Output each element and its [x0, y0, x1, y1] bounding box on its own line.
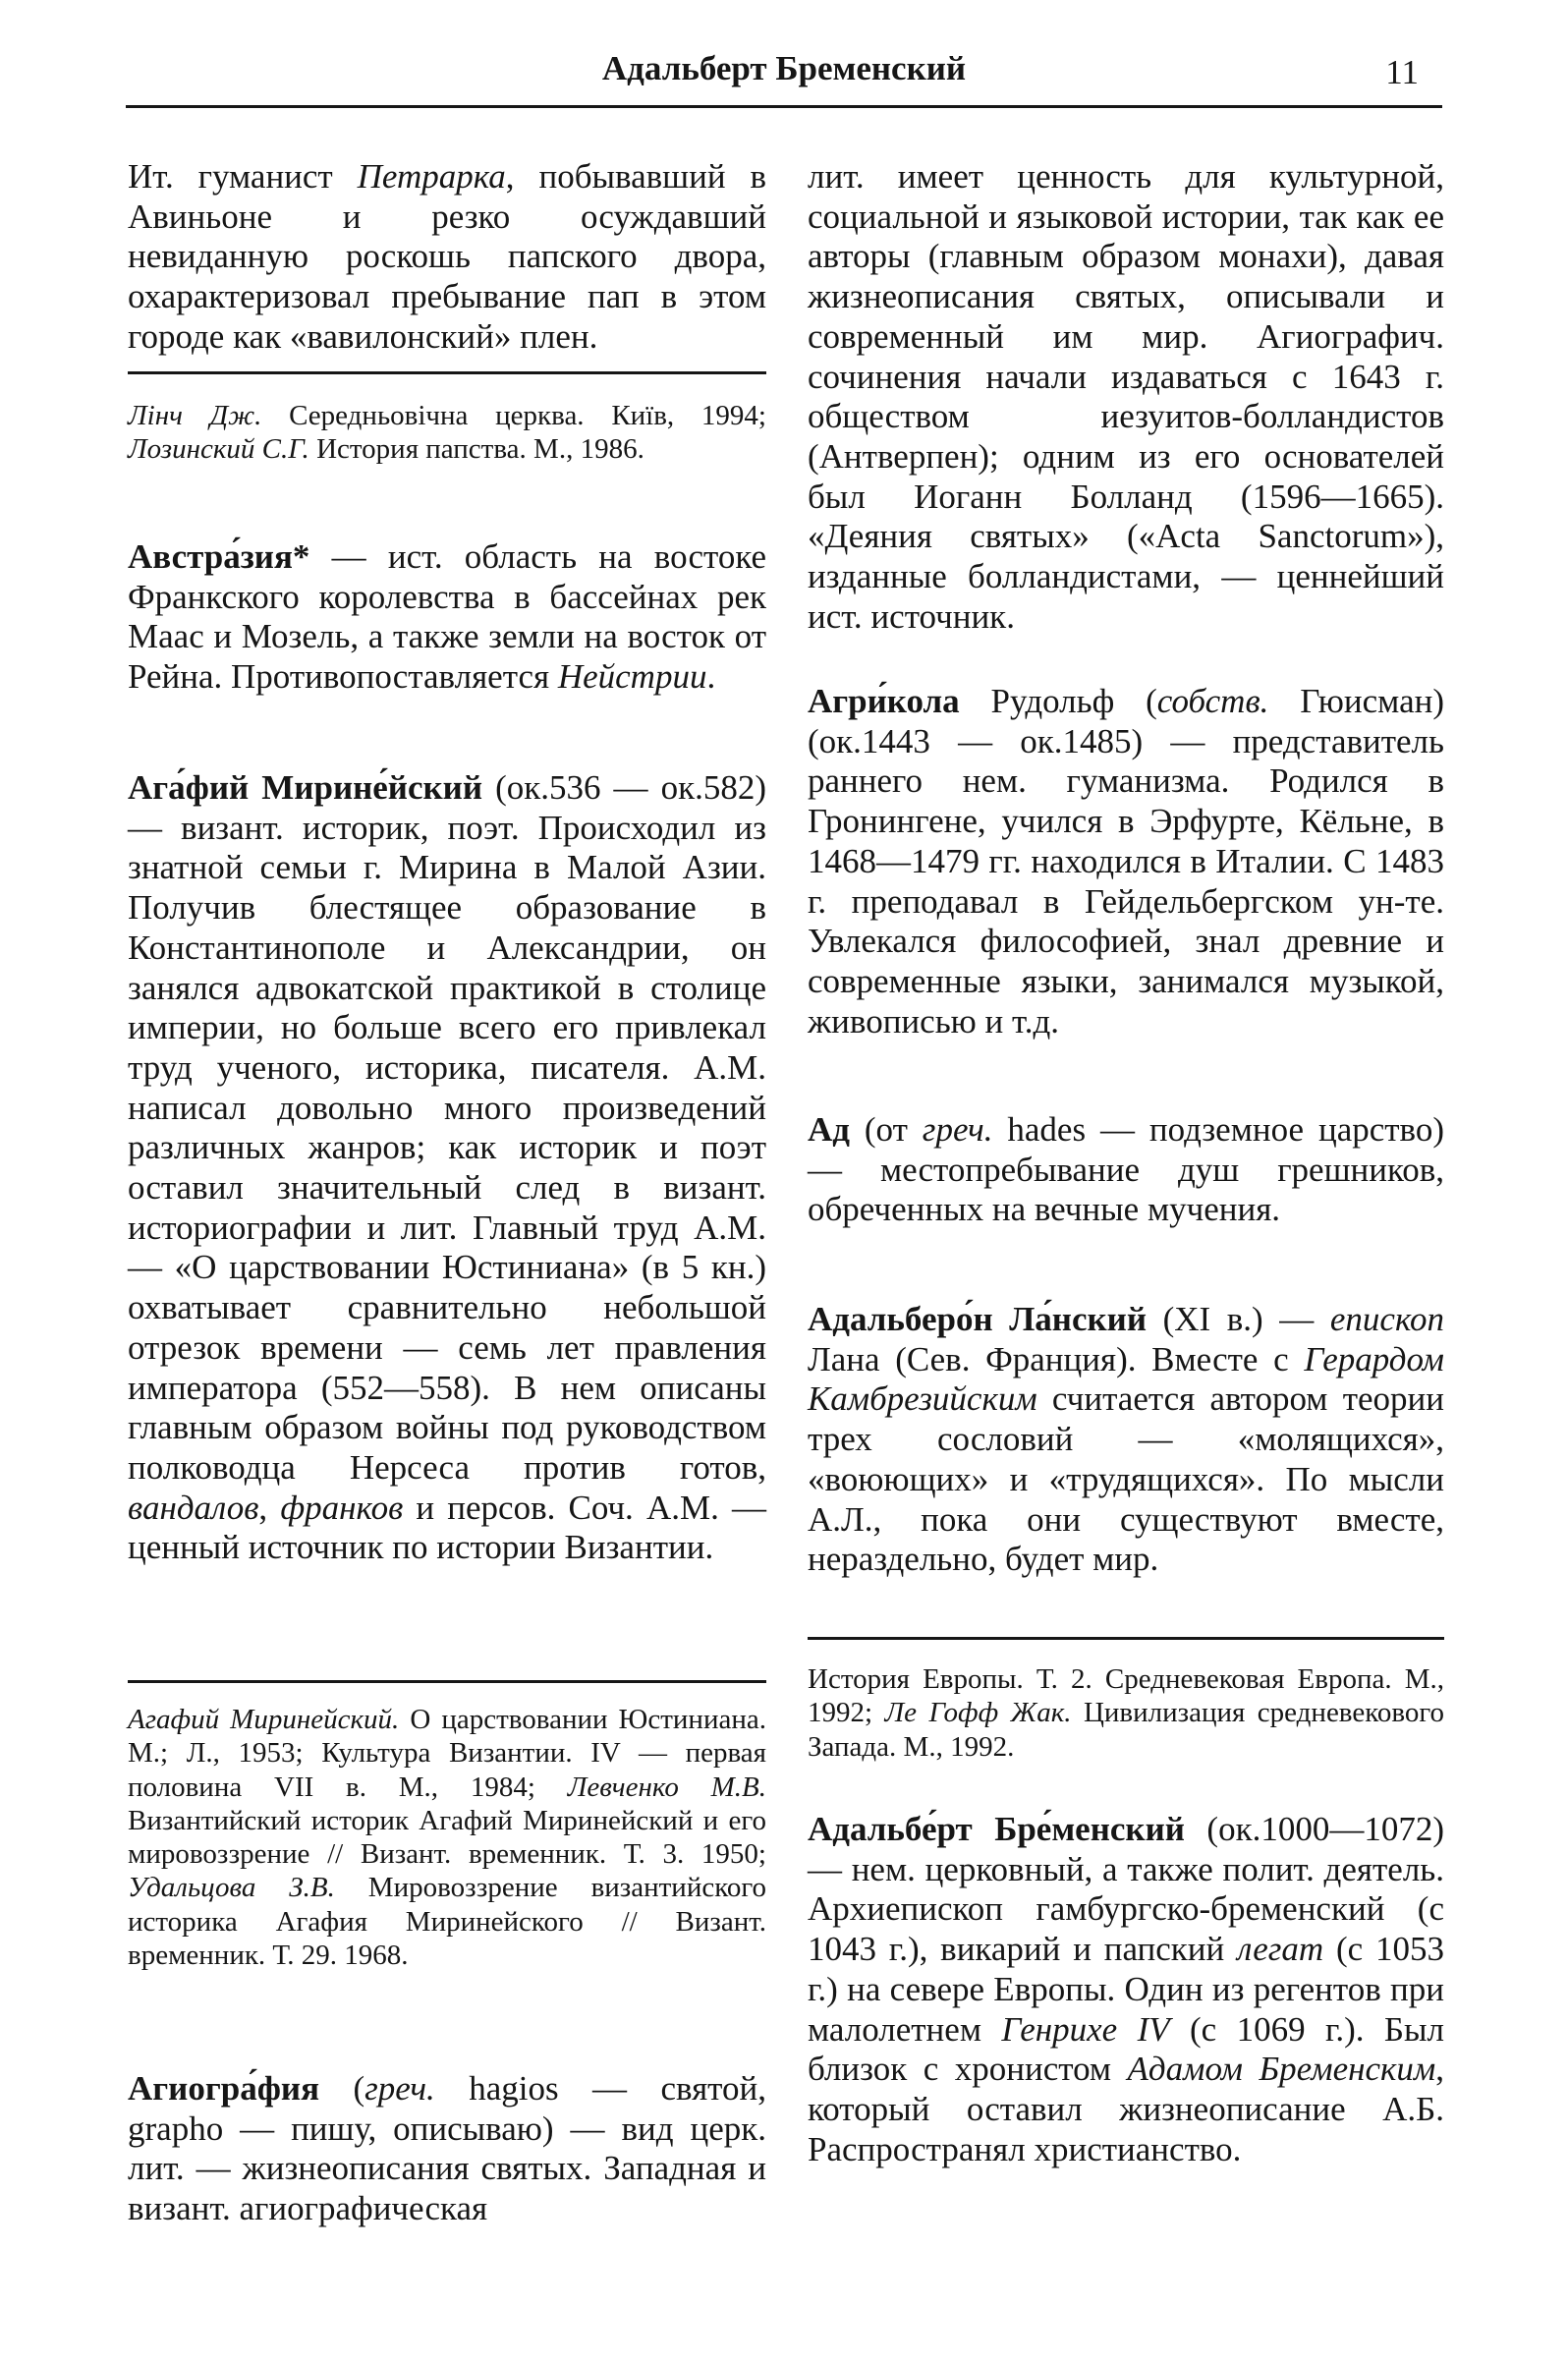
entry-agathias — [128, 768, 766, 1568]
entry-headword: Адальберо́н Ла́нский — [808, 1300, 1148, 1338]
text-segment: hagios — святой, grapho — пишу, описываю) — вид церк. лит. — жизнеописания святых. Западная и визант. агиографическая — [128, 2069, 766, 2228]
section-divider — [128, 1680, 766, 1683]
text-segment: Византийский историк Агафий Миринейский и его мировоззрение // Визант. временник. Т. 3. 1950; — [128, 1804, 766, 1871]
language-label: греч. — [364, 2069, 435, 2108]
ref-author: Лінч Дж. — [128, 400, 262, 431]
text-segment: Цивилизация средневекового Запада. М., 1992. — [808, 1697, 1444, 1763]
entry-headword: Агиогра́фия — [128, 2069, 320, 2108]
text-segment: , который оставил жизнеописание А.Б. Распространял христианство. — [808, 2050, 1444, 2168]
text-segment: (с 1053 г.) на севере Европы. Один из регентов при малолетнем — [808, 1930, 1444, 2049]
bibliography-adalberon — [808, 1662, 1444, 1764]
entry-dates: (ок.1000—1072) — [1184, 1810, 1444, 1848]
text-segment: История Европы. Т. 2. Средневековая Европа. М., 1992; — [808, 1663, 1444, 1729]
hagiography-continuation: лит. имеет ценность для культурной, социальной и языковой истории, так как ее авторы (главным образом монахи), давая жизнеописания святых, описывали и современный им мир. Агиографич. сочинения начали издаваться с 1643 г. обществом иезуитов-болландистов (Антверпен); одним из его основателей был Иоганн Болланд (1596—1665). «Деяния святых» («Acta Sanctorum»), изданные болландистами, — ценнейший ист. источник. — [808, 157, 1444, 636]
entry-hagiography — [128, 2069, 766, 2229]
ref-author: Левченко М.В. — [567, 1771, 766, 1803]
language-label: собств. — [1156, 682, 1269, 720]
cross-reference: епископ — [1329, 1300, 1444, 1338]
cross-reference: легат — [1237, 1930, 1324, 1969]
cross-reference: вандалов — [128, 1488, 259, 1527]
cross-reference: Нейстрии — [557, 657, 707, 697]
text-segment: (с 1069 г.). Был близок с хронистом — [808, 2009, 1444, 2089]
bibliography-petrarch — [128, 399, 766, 467]
petrarch-paragraph — [128, 157, 766, 358]
entry-adalbert — [808, 1810, 1444, 2169]
text-segment: (XI в.) — — [1147, 1300, 1330, 1338]
section-divider — [808, 1637, 1444, 1640]
entry-hades — [808, 1110, 1444, 1230]
text-segment: , побывавший в Авиньоне и резко осуждавший невиданную роскошь папского двора, охарактеризовал пребывание пап в этом городе как «вавилонский» плен. — [128, 157, 766, 356]
text-segment: — ист. область на востоке Франкского королевства в бассейнах рек Маас и Мозель, а также земли на восток от Рейна. Противопоставляется — [128, 537, 766, 697]
text-segment: История папства. М., 1986. — [308, 433, 644, 466]
ref-author: Агафий Миринейский. — [128, 1704, 400, 1735]
page-number: 11 — [1385, 53, 1419, 91]
text-segment: hades — подземное царство) — местопребывание душ грешников, обреченных на вечные мучения. — [808, 1110, 1444, 1229]
running-header-title: Адальберт Бременский — [601, 49, 967, 87]
cross-reference: Петрарка — [357, 157, 506, 196]
cross-reference: Адамом Бременским — [1127, 2050, 1436, 2089]
right-column — [808, 0, 1444, 2362]
entry-headword: Агри́кола — [808, 682, 960, 720]
entry-headword: Ага́фий Мирине́йский — [128, 768, 483, 807]
text-segment: Лана (Сев. Франция). Вместе с — [808, 1339, 1305, 1378]
entry-austrasia — [128, 537, 766, 698]
cross-reference: Генрихе IV — [1001, 2009, 1170, 2049]
text-segment: ( — [1114, 682, 1157, 720]
text-segment: Мировоззрение византийского историка Агафия Миринейского // Визант. временник. Т. 29. 1968. — [128, 1872, 767, 1972]
cross-reference: Герардом Камбрезийским — [808, 1339, 1444, 1419]
entry-adalberon — [808, 1300, 1444, 1580]
text-segment: ( — [319, 2069, 365, 2108]
entry-headword: Адальбе́рт Бре́менский — [808, 1810, 1185, 1848]
entry-headword: Австра́зия* — [128, 537, 310, 576]
left-column — [128, 0, 766, 2362]
entry-dates: (ок.536 — ок.582) — [482, 768, 766, 807]
ref-author: Ле Гофф Жак. — [884, 1697, 1072, 1729]
text-segment: и персов. Соч. А.М. — ценный источник по истории Византии. — [128, 1488, 767, 1567]
text-segment: (от — [849, 1110, 923, 1149]
text-segment: О царствовании Юстиниана. М.; Л., 1953; Культура Византии. IV — первая половина VII в. М., 1984; — [128, 1704, 766, 1803]
ref-author: Лозинский С.Г. — [128, 433, 309, 466]
entry-agricola — [808, 682, 1444, 1041]
ref-author: Удальцова З.В. — [128, 1872, 335, 1904]
section-divider — [128, 371, 766, 374]
entry-headword: Ад — [808, 1110, 850, 1149]
text-segment: . — [706, 657, 716, 697]
text-segment: , — [258, 1488, 281, 1527]
text-segment: Гюисман) (ок.1443 — ок.1485) — представитель раннего нем. гуманизма. Родился в Гронингене, учился в Эрфурте, Кёльне, в 1468—1479 гг. находился в Италии. С 1483 г. преподавал в Гейдельбергском ун-те. Увлекался философией, знал древние и современные языки, занимался музыкой, живописью и т.д. — [808, 682, 1445, 1040]
text-segment: — визант. историк, поэт. Происходил из знатной семьи г. Мирина в Малой Азии. Получив блестящее образование в Константинополе и Александрии, он занялся адвокатской практикой в столице империи, но больше всего его привлекал труд ученого, историка, писателя. А.М. написал довольно много произведений различных жанров; как историк и поэт оставил значительный след в визант. историографии и лит. Главный труд А.М. — «О царствовании Юстиниана» (в 5 кн.) охватывает сравнительно небольшой отрезок времени — семь лет правления императора (552—558). В нем описаны главным образом войны под руководством полководца Нерсеса против готов, — [128, 808, 766, 1487]
text-segment: — нем. церковный, а также полит. деятель. Архиепископ гамбургско-бременский (с 1043 г.), викарий и папский — [808, 1849, 1444, 1969]
cross-reference: франков — [280, 1488, 404, 1527]
bibliography-agathias — [128, 1703, 766, 1972]
text-segment: Ит. гуманист — [128, 157, 358, 196]
language-label: греч. — [922, 1110, 993, 1149]
text-segment: Рудольф — [959, 682, 1115, 720]
text-segment: Середньовічна церква. Київ, 1994; — [261, 400, 766, 431]
text-segment: считается автором теории трех сословий — «молящихся», «воюющих» и «трудящихся». По мысли А.Л., пока они существуют вместе, нераздельно, будет мир. — [808, 1379, 1444, 1579]
